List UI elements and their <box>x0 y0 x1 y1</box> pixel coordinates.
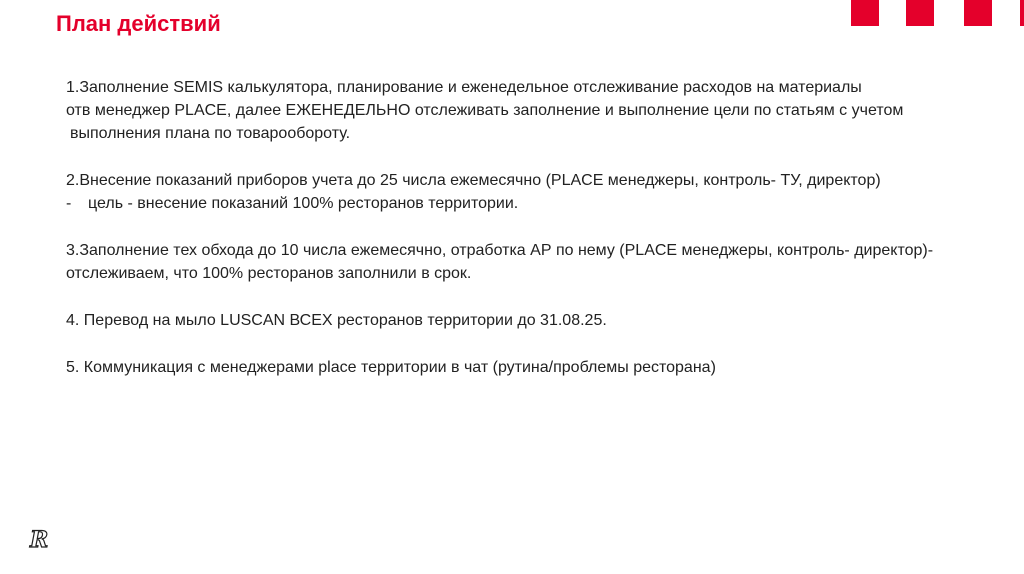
brand-stripe <box>964 0 992 26</box>
list-item <box>66 239 1006 285</box>
item-text-line: 5. Коммуникация с менеджерами place территории в чат (рутина/проблемы ресторана) <box>66 359 716 376</box>
brand-stripes <box>824 0 1024 26</box>
item-text-line: отслеживаем, что 100% ресторанов заполнили в срок. <box>66 265 472 282</box>
brand-stripe <box>906 0 934 26</box>
brand-stripe <box>1020 0 1024 26</box>
page-title: План действий <box>56 11 221 36</box>
list-item <box>66 309 1006 332</box>
item-text-line: 1.Заполнение SEMIS калькулятора, планирование и еженедельное отслеживание расходов на материалы <box>66 79 862 96</box>
action-plan-list <box>66 76 1006 403</box>
item-text-line: отв менеджер PLACE, далее ЕЖЕНЕДЕЛЬНО отслеживать заполнение и выполнение цели по статьям с учетом <box>66 102 904 119</box>
list-item <box>66 356 1006 379</box>
item-text-line: 2.Внесение показаний приборов учета до 25 числа ежемесячно (PLACE менеджеры, контроль- ТУ, директор) <box>66 172 881 189</box>
list-item <box>66 76 1006 145</box>
item-text-line: 4. Перевод на мыло LUSCAN ВСЕХ ресторанов территории до 31.08.25. <box>66 312 607 329</box>
item-text-line: выполнения плана по товарообороту. <box>70 125 351 142</box>
logo-letter: R <box>30 527 49 551</box>
item-text-line: 3.Заполнение тех обхода до 10 числа ежемесячно, отработка АР по нему (PLACE менеджеры, контроль- директор)- <box>66 242 934 259</box>
bullet-line <box>66 192 1006 215</box>
r-logo-icon <box>28 527 54 551</box>
brand-stripe <box>851 0 879 26</box>
list-item <box>66 169 1006 215</box>
dash-marker: - <box>66 195 72 212</box>
bullet-text: цель - внесение показаний 100% ресторанов территории. <box>88 195 519 212</box>
